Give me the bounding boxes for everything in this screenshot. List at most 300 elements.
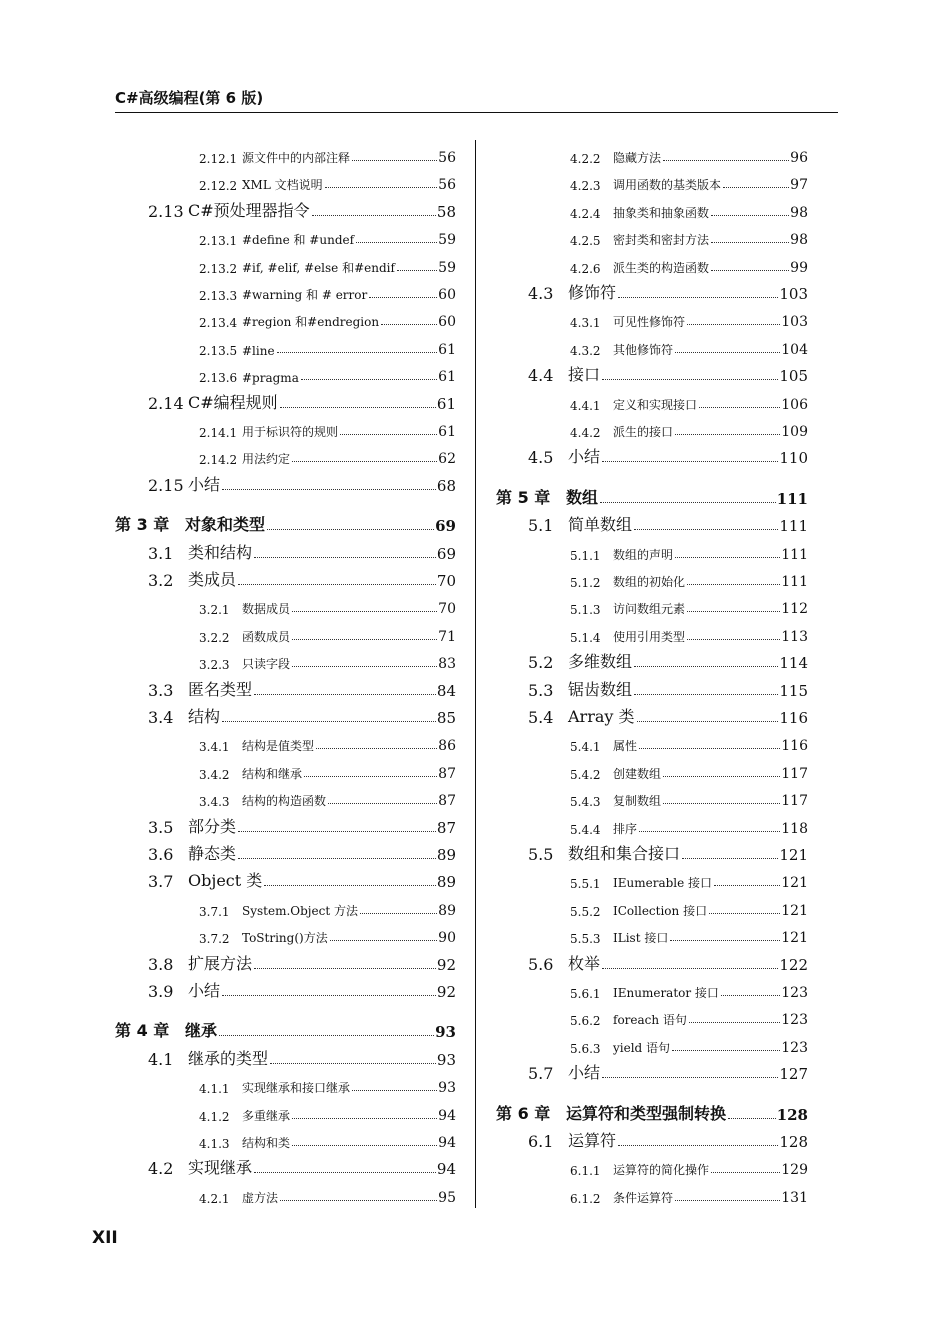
toc-entry-number: 5.6.2: [570, 1014, 601, 1029]
toc-entry-page: 129: [781, 1162, 808, 1179]
toc-entry-title: 结构和继承: [242, 766, 303, 781]
toc-entry-page: 87: [436, 818, 456, 837]
dot-leader: [711, 1172, 780, 1173]
toc-entry-number: 5.1: [528, 516, 554, 536]
dot-leader: [618, 1145, 778, 1146]
toc-subsection-entry[interactable]: [570, 1180, 808, 1206]
dot-leader: [689, 1022, 780, 1023]
toc-subsection-entry[interactable]: [570, 756, 808, 782]
toc-section-entry[interactable]: [148, 838, 456, 864]
toc-subsection-entry[interactable]: [199, 728, 456, 754]
toc-entry-number: 2.13: [148, 201, 184, 221]
toc-entry-page: 121: [779, 846, 808, 864]
toc-chapter-entry[interactable]: [496, 1098, 808, 1124]
toc-entry-page: 56: [438, 177, 456, 194]
toc-section-entry[interactable]: [148, 195, 456, 221]
toc-entry-number: 2.13.1: [199, 234, 238, 249]
dot-leader: [264, 885, 436, 886]
toc-entry-title: 修饰符: [568, 283, 617, 302]
toc-entry-title: 结构和类: [242, 1136, 291, 1150]
toc-entry-title: 结构是值类型: [242, 739, 315, 754]
toc-subsection-entry[interactable]: [570, 893, 808, 919]
toc-section-entry[interactable]: [528, 1057, 808, 1083]
toc-entry-title: 创建数组: [613, 766, 662, 781]
dot-leader: [222, 489, 436, 490]
toc-entry-title: 运算符的简化操作: [613, 1163, 710, 1178]
toc-entry-page: 60: [438, 314, 456, 331]
toc-entry-title: 隐藏方法: [613, 151, 662, 165]
dot-leader: [280, 407, 436, 408]
toc-subsection-entry[interactable]: [199, 783, 456, 809]
toc-subsection-entry[interactable]: [570, 195, 808, 221]
dot-leader: [304, 776, 437, 777]
toc-section-entry[interactable]: [528, 441, 808, 467]
dot-leader: [663, 160, 789, 161]
toc-section-entry[interactable]: [148, 469, 456, 495]
toc-entry-number: 5.4.4: [570, 822, 601, 837]
toc-entry-page: 89: [438, 902, 456, 919]
toc-entry-number: 3.2.2: [199, 630, 230, 645]
toc-entry-page: 97: [790, 177, 808, 194]
dot-leader: [292, 1145, 437, 1146]
toc-entry-title: 部分类: [188, 816, 237, 836]
dot-leader: [682, 858, 778, 859]
toc-entry-title: 继承的类型: [188, 1048, 269, 1068]
dot-leader: [670, 940, 780, 941]
toc-entry-page: 85: [436, 709, 456, 727]
toc-subsection-entry[interactable]: [199, 920, 456, 946]
toc-subsection-entry[interactable]: [570, 1030, 808, 1056]
toc-section-entry[interactable]: [148, 564, 456, 590]
dot-leader: [360, 913, 437, 914]
toc-entry-title: 小结: [188, 981, 221, 1000]
toc-entry-number: 4.2.4: [570, 206, 601, 221]
toc-entry-page: 93: [436, 1050, 456, 1069]
toc-entry-page: 123: [781, 985, 808, 1001]
toc-entry-title: 属性: [613, 739, 638, 754]
toc-entry-number: 5.6: [528, 954, 554, 974]
toc-entry-page: 84: [436, 681, 456, 700]
toc-entry-number: 5.6.1: [570, 987, 601, 1001]
toc-subsection-entry[interactable]: [199, 332, 456, 358]
toc-entry-number: 4.2.2: [570, 152, 601, 166]
toc-subsection-entry[interactable]: [199, 646, 456, 672]
toc-subsection-entry[interactable]: [570, 564, 808, 590]
toc-entry-page: 61: [436, 394, 456, 413]
toc-entry-page: 70: [436, 572, 456, 590]
toc-subsection-entry[interactable]: [199, 359, 456, 385]
dot-leader: [238, 584, 436, 585]
toc-subsection-entry[interactable]: [199, 277, 456, 303]
dot-leader: [637, 721, 779, 722]
toc-entry-title: #if, #elif, #else 和#endif: [242, 260, 395, 275]
toc-entry-number: 2.13.3: [199, 289, 238, 303]
toc-entry-number: 3.4.1: [199, 740, 230, 755]
toc-entry-number: 5.5.2: [570, 904, 601, 919]
toc-entry-title: System.Object 方法: [242, 903, 358, 918]
dot-leader: [602, 461, 778, 462]
toc-chapter-entry[interactable]: [115, 509, 456, 535]
toc-entry-title: 实现继承和接口继承: [242, 1081, 351, 1096]
toc-entry-title: 数组的声明: [613, 547, 674, 562]
toc-entry-number: 2.14.2: [199, 453, 238, 468]
toc-subsection-entry[interactable]: [570, 619, 808, 645]
toc-entry-page: 69: [436, 544, 456, 563]
dot-leader: [369, 297, 437, 298]
toc-entry-title: 结构: [188, 707, 221, 726]
toc-subsection-entry[interactable]: [570, 537, 808, 563]
toc-chapter-entry[interactable]: [115, 1015, 456, 1041]
toc-section-entry[interactable]: [528, 674, 808, 700]
toc-entry-page: 123: [781, 1039, 808, 1056]
toc-entry-title: 类成员: [188, 570, 237, 589]
toc-entry-title: 用法约定: [242, 452, 291, 467]
dot-leader: [600, 502, 776, 503]
toc-entry-number: 5.4.2: [570, 767, 601, 782]
toc-entry-page: 121: [781, 902, 808, 919]
toc-entry-title: 定义和实现接口: [613, 397, 698, 412]
toc-subsection-entry[interactable]: [199, 1180, 456, 1206]
toc-entry-page: 111: [779, 517, 808, 536]
toc-subsection-entry[interactable]: [570, 811, 808, 837]
toc-entry-number: 2.13.6: [199, 371, 238, 386]
dot-leader: [699, 407, 780, 408]
toc-entry-page: 61: [438, 424, 456, 440]
dot-leader: [634, 529, 778, 530]
toc-entry-page: 113: [781, 628, 808, 645]
toc-section-entry[interactable]: [528, 359, 808, 385]
toc-section-entry[interactable]: [148, 865, 456, 891]
toc-section-entry[interactable]: [148, 975, 456, 1001]
toc-entry-page: 93: [438, 1080, 456, 1097]
toc-subsection-entry[interactable]: [570, 728, 808, 754]
toc-entry-number: 3.4.3: [199, 795, 230, 810]
toc-subsection-entry[interactable]: [570, 975, 808, 1001]
toc-entry-title: Array 类: [568, 707, 635, 726]
toc-entry-number: 4.2: [148, 1159, 174, 1179]
toc-entry-number: 第 3 章: [115, 515, 170, 535]
toc-entry-number: 3.1: [148, 543, 174, 563]
toc-entry-title: 接口: [568, 365, 601, 385]
toc-entry-title: 数组的初始化: [613, 575, 686, 589]
toc-entry-number: 4.3.2: [570, 343, 601, 358]
column-divider: [475, 140, 476, 1208]
toc-subsection-entry[interactable]: [199, 140, 456, 166]
toc-entry-number: 3.7: [148, 872, 174, 892]
toc-entry-number: 3.4: [148, 708, 174, 727]
toc-entry-page: 94: [438, 1107, 456, 1124]
toc-entry-page: 106: [781, 396, 808, 413]
toc-entry-title: 扩展方法: [188, 953, 253, 973]
toc-entry-title: 访问数组元素: [613, 602, 686, 617]
toc-entry-page: 59: [438, 232, 456, 249]
dot-leader: [356, 242, 437, 243]
toc-entry-number: 5.6.3: [570, 1041, 601, 1056]
toc-entry-title: 锯齿数组: [568, 679, 633, 699]
toc-entry-page: 128: [776, 1105, 808, 1124]
toc-section-entry[interactable]: [148, 948, 456, 974]
book-title: C#高级编程(第 6 版): [115, 89, 264, 107]
dot-leader: [238, 831, 436, 832]
toc-entry-number: 4.3: [528, 284, 554, 303]
toc-subsection-entry[interactable]: [199, 167, 456, 193]
toc-entry-number: 6.1.1: [570, 1164, 601, 1179]
toc-entry-number: 5.2: [528, 653, 554, 673]
toc-subsection-entry[interactable]: [570, 783, 808, 809]
toc-entry-page: 87: [438, 793, 456, 810]
toc-entry-title: C#编程规则: [188, 392, 278, 412]
toc-entry-number: 4.1.1: [199, 1082, 230, 1097]
dot-leader: [219, 1035, 434, 1036]
toc-section-entry[interactable]: [528, 646, 808, 672]
dot-leader: [397, 270, 437, 271]
toc-entry-number: 4.3.1: [570, 316, 601, 331]
toc-entry-page: 115: [779, 681, 808, 700]
toc-section-entry[interactable]: [528, 277, 808, 303]
toc-entry-number: 3.8: [148, 954, 174, 974]
toc-entry-number: 第 4 章: [115, 1021, 170, 1041]
toc-entry-page: 68: [436, 476, 456, 495]
toc-entry-number: 4.1.2: [199, 1109, 230, 1124]
toc-subsection-entry[interactable]: [199, 304, 456, 330]
dot-leader: [687, 611, 780, 612]
toc-entry-number: 3.7.1: [199, 904, 230, 919]
toc-subsection-entry[interactable]: [570, 222, 808, 248]
toc-section-entry[interactable]: [148, 1043, 456, 1069]
toc-entry-page: 98: [790, 232, 808, 249]
toc-entry-page: 56: [438, 150, 456, 166]
toc-subsection-entry[interactable]: [570, 387, 808, 413]
toc-entry-number: 3.9: [148, 982, 174, 1001]
toc-entry-title: 结构的构造函数: [242, 794, 327, 809]
toc-entry-page: 111: [776, 489, 808, 508]
toc-section-entry[interactable]: [148, 537, 456, 563]
toc-entry-page: 58: [436, 202, 456, 221]
dot-leader: [675, 557, 780, 558]
toc-section-entry[interactable]: [148, 674, 456, 700]
toc-entry-page: 59: [438, 259, 456, 276]
toc-entry-page: 111: [781, 546, 808, 563]
toc-entry-title: ToString()方法: [242, 931, 328, 946]
toc-entry-number: 3.2.1: [199, 603, 230, 618]
dot-leader: [711, 242, 789, 243]
toc-section-entry[interactable]: [148, 1152, 456, 1178]
toc-entry-page: 69: [435, 517, 456, 536]
dot-leader: [292, 611, 437, 612]
dot-leader: [723, 187, 789, 188]
toc-entry-number: 4.2.6: [570, 261, 601, 276]
toc-subsection-entry[interactable]: [570, 591, 808, 617]
toc-subsection-entry[interactable]: [570, 1002, 808, 1028]
toc-entry-page: 98: [790, 204, 808, 221]
dot-leader: [292, 461, 437, 462]
dot-leader: [292, 639, 437, 640]
toc-chapter-entry[interactable]: [496, 482, 808, 508]
dot-leader: [714, 885, 780, 886]
dot-leader: [639, 831, 780, 832]
toc-entry-page: 94: [438, 1135, 456, 1151]
dot-leader: [267, 529, 434, 530]
toc-entry-number: 5.5: [528, 845, 554, 864]
toc-entry-title: 数组: [566, 487, 599, 507]
toc-entry-number: 5.4: [528, 708, 554, 727]
dot-leader: [663, 776, 780, 777]
toc-entry-number: 4.4: [528, 366, 554, 386]
toc-subsection-entry[interactable]: [570, 920, 808, 946]
toc-entry-title: 使用引用类型: [613, 629, 686, 644]
toc-entry-page: 94: [436, 1160, 456, 1179]
toc-entry-title: 运算符: [568, 1131, 617, 1150]
toc-entry-page: 87: [438, 765, 456, 782]
toc-entry-page: 92: [436, 983, 456, 1001]
toc-entry-number: 3.6: [148, 845, 174, 864]
dot-leader: [687, 324, 780, 325]
toc-section-entry[interactable]: [528, 701, 808, 727]
toc-entry-page: 128: [779, 1133, 808, 1151]
toc-entry-page: 110: [779, 449, 808, 468]
toc-subsection-entry[interactable]: [570, 332, 808, 358]
toc-section-entry[interactable]: [148, 701, 456, 727]
toc-section-entry[interactable]: [528, 838, 808, 864]
dot-leader: [340, 434, 437, 435]
dot-leader: [711, 270, 789, 271]
dot-leader: [381, 324, 437, 325]
toc-entry-number: 5.7: [528, 1064, 554, 1084]
toc-entry-number: 5.1.1: [570, 548, 601, 563]
dot-leader: [270, 1063, 436, 1064]
toc-entry-page: 121: [781, 930, 808, 947]
toc-entry-page: 61: [438, 369, 456, 386]
dot-leader: [254, 694, 436, 695]
toc-entry-number: 4.4.1: [570, 398, 601, 413]
toc-entry-title: 排序: [613, 821, 638, 836]
toc-subsection-entry[interactable]: [199, 414, 456, 440]
toc-entry-number: 2.15: [148, 475, 184, 495]
toc-subsection-entry[interactable]: [570, 167, 808, 193]
toc-entry-page: 62: [438, 451, 456, 468]
dot-leader: [721, 995, 780, 996]
toc-subsection-entry[interactable]: [199, 1125, 456, 1151]
toc-entry-number: 2.13.2: [199, 261, 238, 276]
toc-subsection-entry[interactable]: [199, 1098, 456, 1124]
toc-subsection-entry[interactable]: [199, 619, 456, 645]
toc-section-entry[interactable]: [528, 948, 808, 974]
toc-entry-number: 2.14: [148, 393, 184, 413]
toc-entry-title: 数组和集合接口: [568, 844, 681, 863]
toc-subsection-entry[interactable]: [570, 414, 808, 440]
toc-entry-page: 117: [781, 793, 808, 810]
toc-entry-title: 用于标识符的规则: [242, 425, 339, 439]
toc-entry-title: 其他修饰符: [613, 342, 674, 357]
toc-entry-number: 5.1.3: [570, 603, 601, 618]
toc-section-entry[interactable]: [148, 387, 456, 413]
toc-section-entry[interactable]: [528, 1125, 808, 1151]
dot-leader: [634, 694, 778, 695]
toc-subsection-entry[interactable]: [570, 865, 808, 891]
toc-subsection-entry[interactable]: [199, 893, 456, 919]
toc-entry-page: 116: [779, 709, 808, 727]
toc-subsection-entry[interactable]: [199, 441, 456, 467]
dot-leader: [687, 584, 780, 585]
toc-subsection-entry[interactable]: [570, 1152, 808, 1178]
toc-subsection-entry[interactable]: [570, 140, 808, 166]
toc-entry-title: 调用函数的基类版本: [613, 178, 722, 193]
toc-entry-title: 简单数组: [568, 515, 633, 535]
toc-entry-number: 第 5 章: [496, 487, 551, 507]
toc-entry-number: 6.1: [528, 1132, 554, 1151]
dot-leader: [222, 995, 436, 996]
dot-leader: [618, 297, 778, 298]
toc-subsection-entry[interactable]: [199, 1070, 456, 1096]
toc-entry-title: Object 类: [188, 871, 263, 891]
toc-entry-title: 密封类和密封方法: [613, 233, 710, 248]
toc-entry-page: 131: [781, 1189, 808, 1206]
toc-entry-page: 104: [781, 341, 808, 358]
dot-leader: [639, 748, 780, 749]
toc-entry-number: 4.1.3: [199, 1137, 230, 1151]
toc-entry-number: 5.1.2: [570, 576, 601, 590]
toc-entry-title: 枚举: [568, 953, 601, 973]
dot-leader: [277, 352, 438, 353]
toc-subsection-entry[interactable]: [199, 222, 456, 248]
dot-leader: [602, 1077, 778, 1078]
toc-entry-number: 3.2.3: [199, 658, 230, 673]
dot-leader: [328, 803, 437, 804]
toc-entry-number: 2.12.1: [199, 152, 238, 166]
toc-entry-number: 2.13.5: [199, 343, 238, 358]
toc-entry-number: 5.4.1: [570, 740, 601, 755]
dot-leader: [325, 187, 438, 188]
dot-leader: [301, 379, 437, 380]
toc-entry-page: 61: [438, 341, 456, 358]
running-header: [115, 84, 838, 113]
toc-subsection-entry[interactable]: [199, 250, 456, 276]
toc-entry-number: 第 6 章: [496, 1103, 551, 1123]
toc-entry-page: 103: [781, 314, 808, 331]
toc-entry-number: 5.5.3: [570, 932, 601, 947]
dot-leader: [672, 1050, 780, 1051]
toc-entry-page: 114: [779, 654, 808, 673]
toc-entry-title: 小结: [188, 474, 221, 494]
dot-leader: [352, 1090, 437, 1091]
toc-entry-page: 116: [781, 738, 808, 755]
toc-subsection-entry[interactable]: [570, 304, 808, 330]
toc-subsection-entry[interactable]: [570, 250, 808, 276]
dot-leader: [663, 803, 780, 804]
toc-subsection-entry[interactable]: [199, 756, 456, 782]
toc-entry-title: 复制数组: [613, 794, 662, 809]
toc-subsection-entry[interactable]: [199, 591, 456, 617]
toc-entry-page: 123: [781, 1012, 808, 1029]
toc-entry-title: 只读字段: [242, 657, 291, 672]
toc-section-entry[interactable]: [148, 811, 456, 837]
toc-entry-title: 对象和类型: [185, 515, 266, 535]
toc-entry-number: 3.2: [148, 571, 174, 590]
toc-entry-page: 118: [781, 820, 808, 837]
toc-entry-title: #region 和#endregion: [242, 315, 380, 330]
dot-leader: [222, 721, 436, 722]
toc-entry-title: 类和结构: [188, 542, 253, 562]
dot-leader: [728, 1118, 776, 1119]
toc-entry-number: 4.1: [148, 1049, 174, 1069]
toc-section-entry[interactable]: [528, 509, 808, 535]
toc-entry-page: 89: [436, 873, 456, 892]
toc-entry-title: 派生类的构造函数: [613, 260, 710, 275]
dot-leader: [675, 1200, 780, 1201]
toc-entry-number: 6.1.2: [570, 1191, 601, 1206]
dot-leader: [711, 215, 789, 216]
toc-entry-title: #warning 和 # error: [242, 288, 368, 302]
